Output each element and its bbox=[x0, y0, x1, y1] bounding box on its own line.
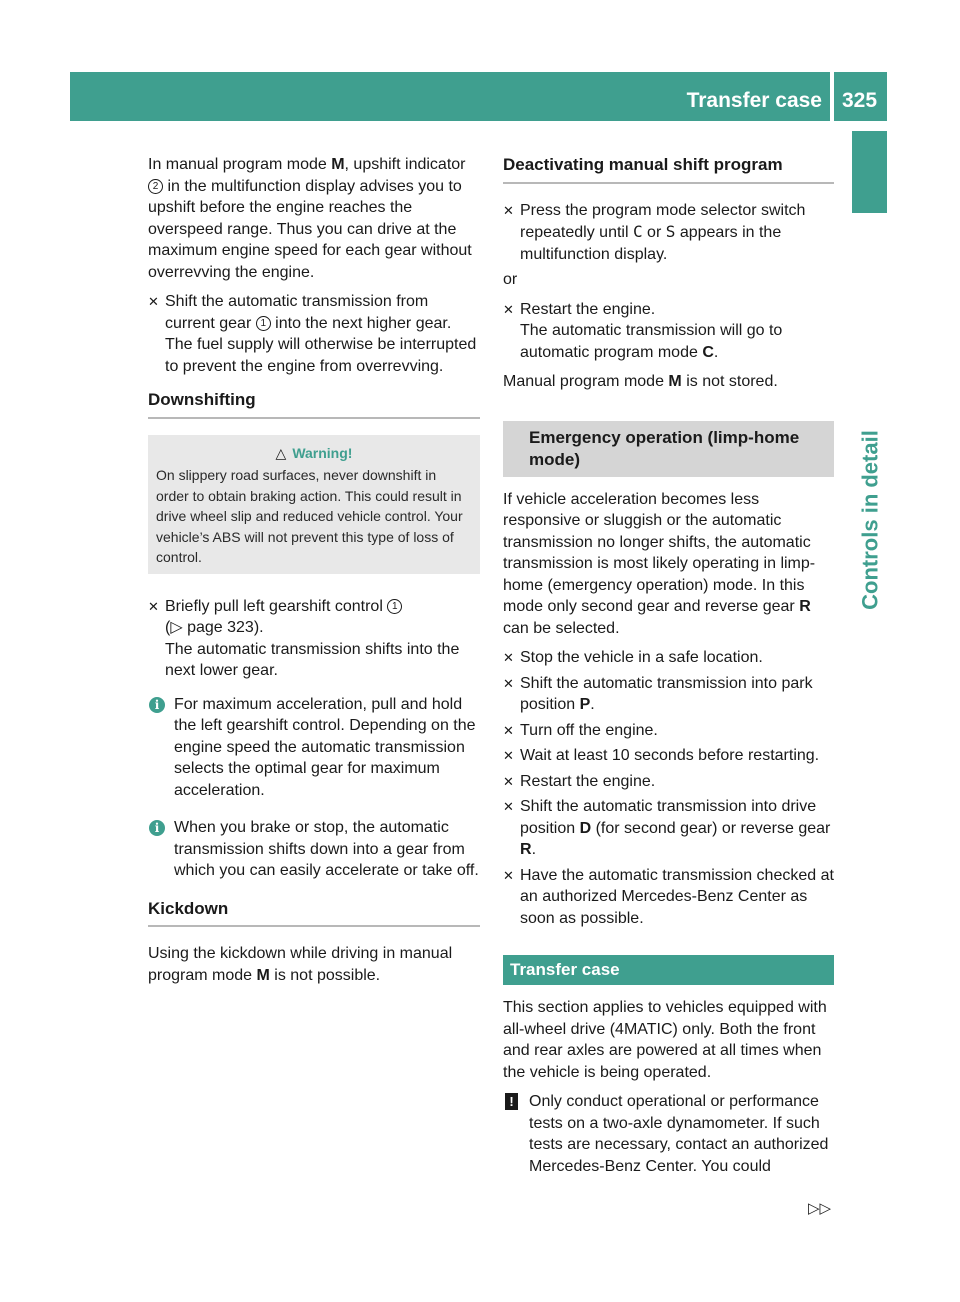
intro-paragraph: In manual program mode M, upshift indicator 2 in the multifunction display advises you to upshift before the engine reaches the overspeed range. Thus you can drive at the maximum engine speed for each gear without overrevving the engine. bbox=[148, 156, 472, 281]
warning-box bbox=[148, 435, 480, 574]
step-marker-icon: ✕ bbox=[503, 722, 514, 738]
step-marker-icon: ✕ bbox=[503, 675, 514, 691]
step-marker-icon: ✕ bbox=[503, 650, 514, 665]
not-stored-paragraph: Manual program mode M is not stored. bbox=[503, 373, 778, 390]
left-column bbox=[148, 154, 480, 994]
info-note-brake-stop: i When you brake or stop, the automatic transmission shifts down into a gear from which you can easily accelerate or take off. bbox=[148, 817, 480, 882]
step-marker-icon: ✕ bbox=[503, 867, 514, 883]
side-tab-label: Controls in detail bbox=[857, 430, 883, 610]
step-marker-icon: ✕ bbox=[503, 799, 514, 814]
current-gear-1-icon: 1 bbox=[256, 316, 271, 331]
step-restart-engine: ✕ Restart the engine. The automatic transmission will go to automatic program mode C. bbox=[503, 300, 783, 361]
right-column bbox=[503, 154, 834, 1193]
header-divider bbox=[830, 72, 834, 121]
info-icon: i bbox=[149, 697, 165, 713]
step-marker-icon: ✕ bbox=[503, 748, 514, 763]
or-label: or bbox=[503, 271, 518, 288]
deactivating-heading: Deactivating manual shift program bbox=[503, 154, 834, 184]
info-icon: i bbox=[149, 820, 165, 836]
warning-triangle-icon: △ bbox=[275, 444, 287, 461]
emergency-step: ✕ Have the automatic transmission checked at an authorized Mercedes-Benz Center as soon as possible. bbox=[503, 866, 834, 927]
step-marker-icon: ✕ bbox=[503, 301, 514, 317]
step-marker-icon: ✕ bbox=[503, 202, 514, 218]
page-ref-icon: ▷ bbox=[170, 619, 183, 636]
step-downshift: ✕ Briefly pull left gearshift control 1 (▷ page 323). The automatic transmission shifts into the next lower gear. bbox=[148, 597, 460, 679]
emergency-step: ✕ Shift the automatic transmission into drive position D (for second gear) or reverse gear R. bbox=[503, 798, 831, 858]
gearshift-control-1-icon: 1 bbox=[387, 599, 402, 614]
step-upshift: ✕ Shift the automatic transmission from current gear 1 into the next higher gear. The fuel supply will otherwise be interrupted to prevent the engine from overrevving. bbox=[148, 293, 477, 375]
emergency-step: ✕ Shift the automatic transmission into park position P. bbox=[503, 674, 813, 713]
page-ref-link[interactable]: page 323). bbox=[182, 619, 264, 636]
info-note-max-acceleration: i For maximum acceleration, pull and hold the left gearshift control. Depending on the engine speed the automatic transmission selects the optimal gear for maximum acceleration. bbox=[148, 694, 480, 802]
emergency-step: ✕ Turn off the engine. bbox=[503, 720, 834, 742]
emergency-step: ✕ Stop the vehicle in a safe location. bbox=[503, 647, 834, 669]
transfer-case-heading: Transfer case bbox=[503, 955, 834, 985]
kickdown-heading: Kickdown bbox=[148, 898, 480, 928]
step-press-selector: ✕ Press the program mode selector switch repeatedly until C or S appears in the multifunction display. bbox=[503, 201, 806, 263]
warning-title: Warning! bbox=[292, 444, 353, 461]
emergency-paragraph: If vehicle acceleration becomes less responsive or sluggish or the automatic transmission no longer shifts, the automatic transmission is most likely operating in limp-home (emergency operation) mode. In this mode only second gear and reverse gear R can be selected. bbox=[503, 490, 816, 637]
transfer-case-paragraph: This section applies to vehicles equipped with all-wheel drive (4MATIC) only. Both the front and rear axles are powered at all times when the vehicle is being operated. bbox=[503, 999, 827, 1081]
emergency-step: ✕ Restart the engine. bbox=[503, 771, 834, 793]
downshifting-heading: Downshifting bbox=[148, 389, 480, 419]
emergency-heading: Emergency operation (limp-home mode) bbox=[503, 421, 834, 477]
continued-icon: ▷▷ bbox=[808, 1200, 832, 1217]
page-number: 325 bbox=[842, 89, 878, 112]
warning-text: On slippery road surfaces, never downshift in order to obtain braking action. This could result in drive wheel slip and reduced vehicle control. Your vehicle’s ABS will not prevent this type of loss of control. bbox=[156, 467, 463, 565]
step-marker-icon: ✕ bbox=[148, 598, 159, 614]
emergency-step: ✕ Wait at least 10 seconds before restarting. bbox=[503, 745, 834, 767]
indicator-2-icon: 2 bbox=[148, 179, 163, 194]
caution-note: ! Only conduct operational or performance tests on a two-axle dynamometer. If such tests are necessary, contact an authorized Mercedes-Benz Center. You could bbox=[503, 1091, 834, 1177]
step-marker-icon: ✕ bbox=[148, 294, 159, 309]
kickdown-paragraph: Using the kickdown while driving in manual program mode M is not possible. bbox=[148, 945, 453, 984]
step-marker-icon: ✕ bbox=[503, 773, 514, 789]
caution-icon: ! bbox=[505, 1093, 518, 1110]
side-tab-block bbox=[852, 131, 887, 213]
header-title: Transfer case bbox=[686, 89, 822, 112]
